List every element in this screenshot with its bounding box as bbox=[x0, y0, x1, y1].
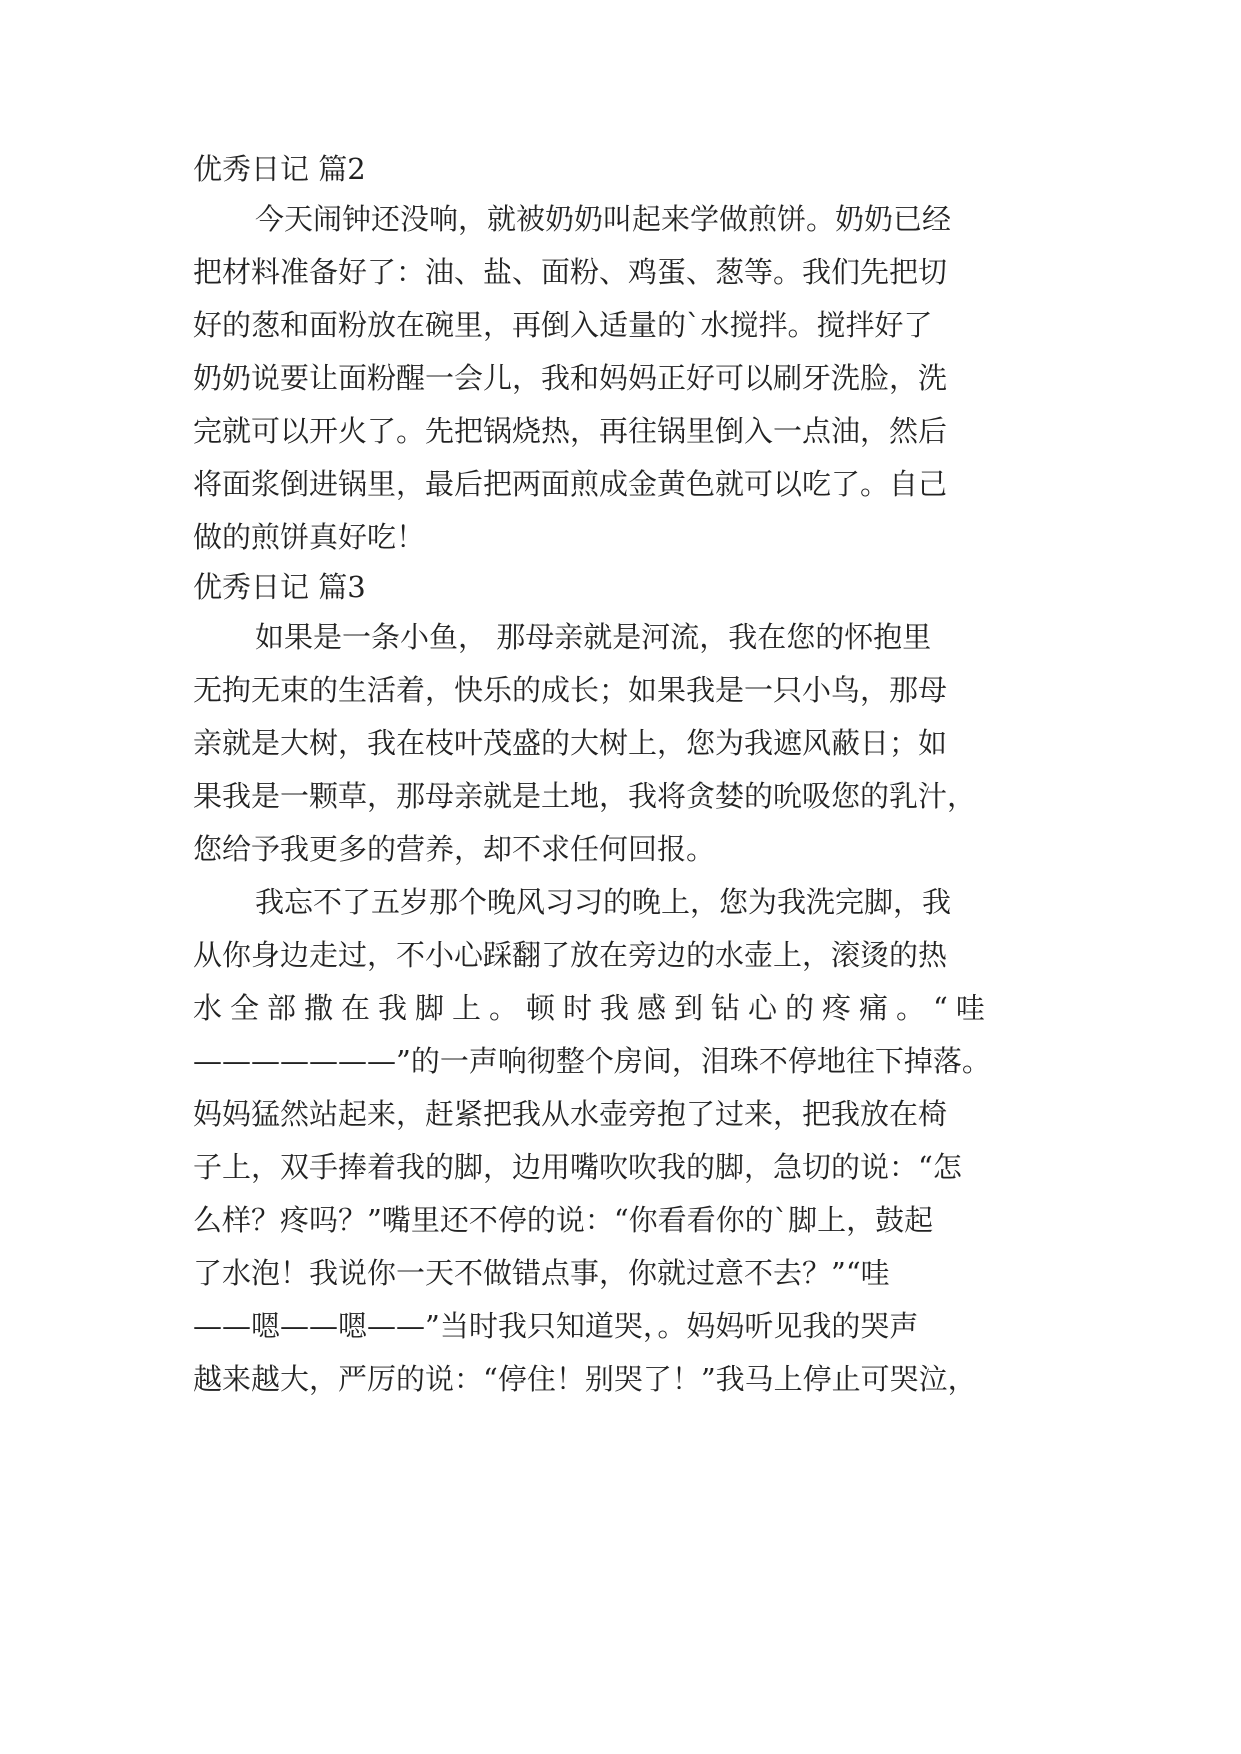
section-heading: 优秀日记 篇2 bbox=[193, 152, 366, 186]
paragraph-line: 无拘无束的生活着，快乐的成长；如果我是一只小鸟，那母 bbox=[193, 673, 948, 707]
paragraph-line: 妈妈猛然站起来，赶紧把我从水壶旁抱了过来，把我放在椅 bbox=[193, 1097, 948, 1131]
paragraph-line: 今天闹钟还没响，就被奶奶叫起来学做煎饼。奶奶已经 bbox=[255, 202, 952, 236]
paragraph-line: 么样？疼吗？”嘴里还不停的说：“你看看你的`脚上，鼓起 bbox=[193, 1203, 934, 1237]
paragraph-line: ———————”的一声响彻整个房间，泪珠不停地往下掉落。 bbox=[193, 1044, 991, 1078]
paragraph-line: 从你身边走过，不小心踩翻了放在旁边的水壶上，滚烫的热 bbox=[193, 938, 948, 972]
paragraph-line: 如果是一条小鱼， 那母亲就是河流，我在您的怀抱里 bbox=[255, 620, 932, 654]
paragraph-line: 完就可以开火了。先把锅烧热，再往锅里倒入一点油，然后 bbox=[193, 414, 948, 448]
paragraph-line: 越来越大，严厉的说：“停住！别哭了！”我马上停止可哭泣， bbox=[193, 1362, 977, 1396]
paragraph-line: 子上，双手捧着我的脚，边用嘴吹吹我的脚，急切的说：“怎 bbox=[193, 1150, 962, 1184]
paragraph-line: 果我是一颗草，那母亲就是土地，我将贪婪的吮吸您的乳汁， bbox=[193, 779, 977, 813]
paragraph-line: 您给予我更多的营养，却不求任何回报。 bbox=[193, 832, 716, 866]
paragraph-line: 好的葱和面粉放在碗里，再倒入适量的`水搅拌。搅拌好了 bbox=[193, 308, 933, 342]
paragraph-line: ——嗯——嗯——”当时我只知道哭，。妈妈听见我的哭声 bbox=[193, 1309, 919, 1343]
paragraph-line: 我忘不了五岁那个晚风习习的晚上，您为我洗完脚，我 bbox=[255, 885, 952, 919]
section-heading: 优秀日记 篇3 bbox=[193, 570, 366, 604]
paragraph-line: 把材料准备好了：油、盐、面粉、鸡蛋、葱等。我们先把切 bbox=[193, 255, 948, 289]
paragraph-line: 亲就是大树，我在枝叶茂盛的大树上，您为我遮风蔽日；如 bbox=[193, 726, 948, 760]
paragraph-line: 奶奶说要让面粉醒一会儿，我和妈妈正好可以刷牙洗脸，洗 bbox=[193, 361, 948, 395]
paragraph-line: 了水泡！我说你一天不做错点事，你就过意不去？”“哇 bbox=[193, 1256, 890, 1290]
paragraph-line: 水全部撒在我脚上。顿时我感到钻心的疼痛。“哇 bbox=[193, 991, 993, 1025]
paragraph-line: 做的煎饼真好吃！ bbox=[193, 520, 426, 554]
paragraph-line: 将面浆倒进锅里，最后把两面煎成金黄色就可以吃了。自己 bbox=[193, 467, 948, 501]
